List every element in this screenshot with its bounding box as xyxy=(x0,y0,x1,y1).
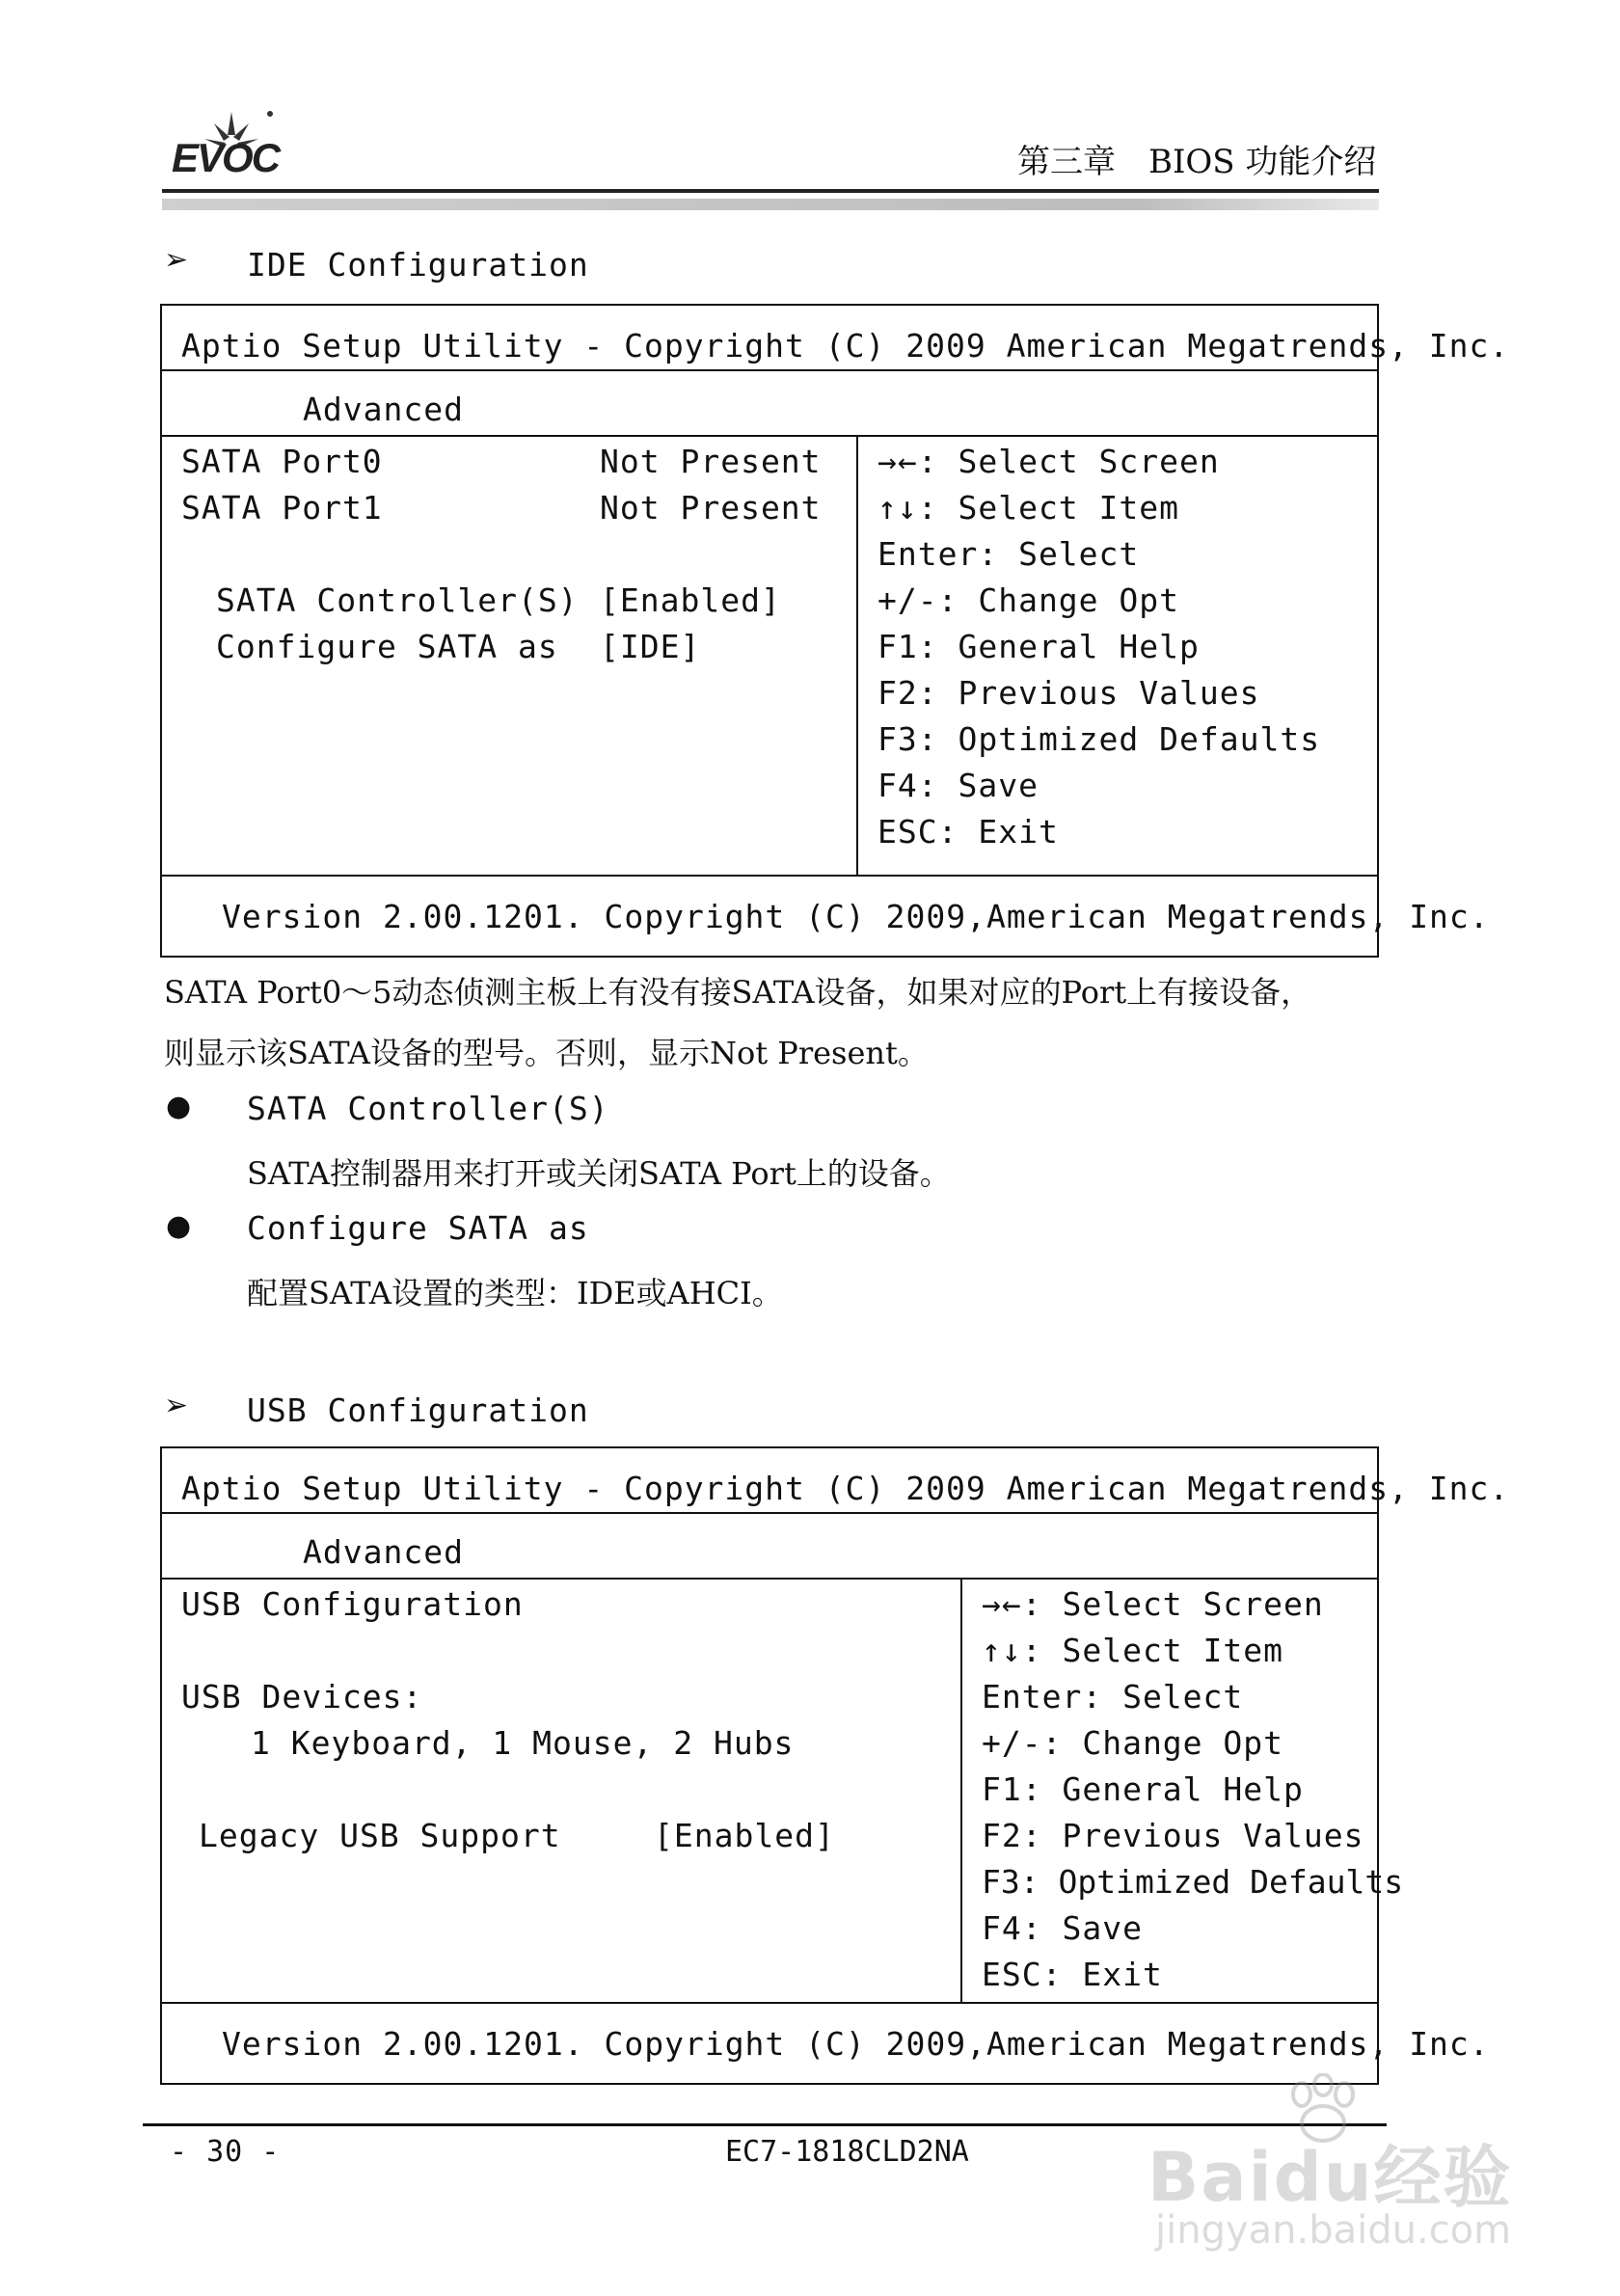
usb-config-title: USB Configuration xyxy=(181,1585,524,1623)
item-configure-sata-label[interactable]: Configure SATA as xyxy=(216,628,558,665)
help-esc: ESC: Exit xyxy=(982,1956,1163,1993)
bullet-configure-sata-title: Configure SATA as xyxy=(247,1209,589,1247)
bullet-sata-controller-title: SATA Controller(S) xyxy=(247,1090,609,1127)
baidu-watermark xyxy=(1148,2073,1552,2266)
help-select-screen: →←: Select Screen xyxy=(878,443,1220,480)
help-f2: F2: Previous Values xyxy=(878,674,1260,712)
help-f1: F1: General Help xyxy=(878,628,1200,665)
item-sata-port0-label: SATA Port0 xyxy=(181,443,383,480)
evoc-logo xyxy=(166,104,291,181)
bullet-sata-controller-text: SATA控制器用来打开或关闭SATA Port上的设备。 xyxy=(247,1155,951,1192)
section-marker: ➢ xyxy=(164,1389,189,1422)
usb-bios-screen xyxy=(160,1446,1510,2085)
page-number: - 30 - xyxy=(170,2135,281,2169)
legacy-usb-label[interactable]: Legacy USB Support xyxy=(199,1817,561,1854)
ide-section-heading: IDE Configuration xyxy=(247,246,589,284)
bullet-icon: ● xyxy=(166,1090,192,1123)
header-rule xyxy=(162,189,1379,193)
bios-title-bar: Aptio Setup Utility - Copyright (C) 2009 American Megatrends, Inc. xyxy=(181,327,1510,365)
watermark-url: jingyan.baidu.com xyxy=(1155,2208,1512,2253)
ide-bios-screen xyxy=(160,304,1510,958)
bullet-configure-sata-text: 配置SATA设置的类型：IDE或AHCI。 xyxy=(247,1275,783,1311)
bullet-icon: ● xyxy=(166,1209,192,1243)
help-change-opt: +/-: Change Opt xyxy=(878,581,1180,619)
help-select-item: ↑↓: Select Item xyxy=(878,489,1180,527)
bios-version-bar: Version 2.00.1201. Copyright (C) 2009,American Megatrends, Inc. xyxy=(222,898,1490,935)
header-shadow-rule xyxy=(162,199,1379,210)
help-f3: F3: Optimized Defaults xyxy=(982,1863,1404,1901)
item-sata-port0-value: Not Present xyxy=(600,443,822,480)
usb-section-heading: USB Configuration xyxy=(247,1391,589,1429)
ide-description-line2: 则显示该SATA设备的型号。否则，显示Not Present。 xyxy=(164,1035,929,1071)
model-number: EC7-1818CLD2NA xyxy=(725,2135,969,2169)
legacy-usb-value[interactable]: [Enabled] xyxy=(654,1817,835,1854)
section-marker: ➢ xyxy=(164,243,189,277)
help-select-item: ↑↓: Select Item xyxy=(982,1632,1284,1669)
item-sata-controller-value[interactable]: [Enabled] xyxy=(600,581,781,619)
watermark-brand: Baidu经验 xyxy=(1148,2138,1513,2217)
usb-devices-label: USB Devices: xyxy=(181,1678,423,1715)
ide-description-line1: SATA Port0～5动态侦测主板上有没有接SATA设备，如果对应的Port上有接设备， xyxy=(164,974,1312,1011)
item-sata-port1-label: SATA Port1 xyxy=(181,489,383,527)
bios-title-bar: Aptio Setup Utility - Copyright (C) 2009 American Megatrends, Inc. xyxy=(181,1470,1510,1507)
help-enter: Enter: Select xyxy=(878,535,1140,573)
help-f4: F4: Save xyxy=(878,767,1039,804)
help-esc: ESC: Exit xyxy=(878,813,1059,851)
bios-tab-advanced[interactable]: Advanced xyxy=(303,391,464,428)
item-sata-controller-label[interactable]: SATA Controller(S) xyxy=(216,581,579,619)
help-select-screen: →←: Select Screen xyxy=(982,1585,1324,1623)
bios-version-bar: Version 2.00.1201. Copyright (C) 2009,American Megatrends, Inc. xyxy=(222,2025,1490,2063)
help-f1: F1: General Help xyxy=(982,1770,1304,1808)
item-configure-sata-value[interactable]: [IDE] xyxy=(600,628,701,665)
help-f4: F4: Save xyxy=(982,1909,1143,1947)
bios-tab-advanced[interactable]: Advanced xyxy=(303,1533,464,1571)
help-enter: Enter: Select xyxy=(982,1678,1244,1715)
usb-devices-value: 1 Keyboard, 1 Mouse, 2 Hubs xyxy=(251,1724,795,1762)
help-f3: F3: Optimized Defaults xyxy=(878,720,1321,758)
logo-wordmark: EVOC xyxy=(172,135,280,180)
help-f2: F2: Previous Values xyxy=(982,1817,1364,1854)
chapter-title: 第三章 BIOS 功能介绍 xyxy=(1017,143,1377,181)
help-change-opt: +/-: Change Opt xyxy=(982,1724,1284,1762)
item-sata-port1-value: Not Present xyxy=(600,489,822,527)
